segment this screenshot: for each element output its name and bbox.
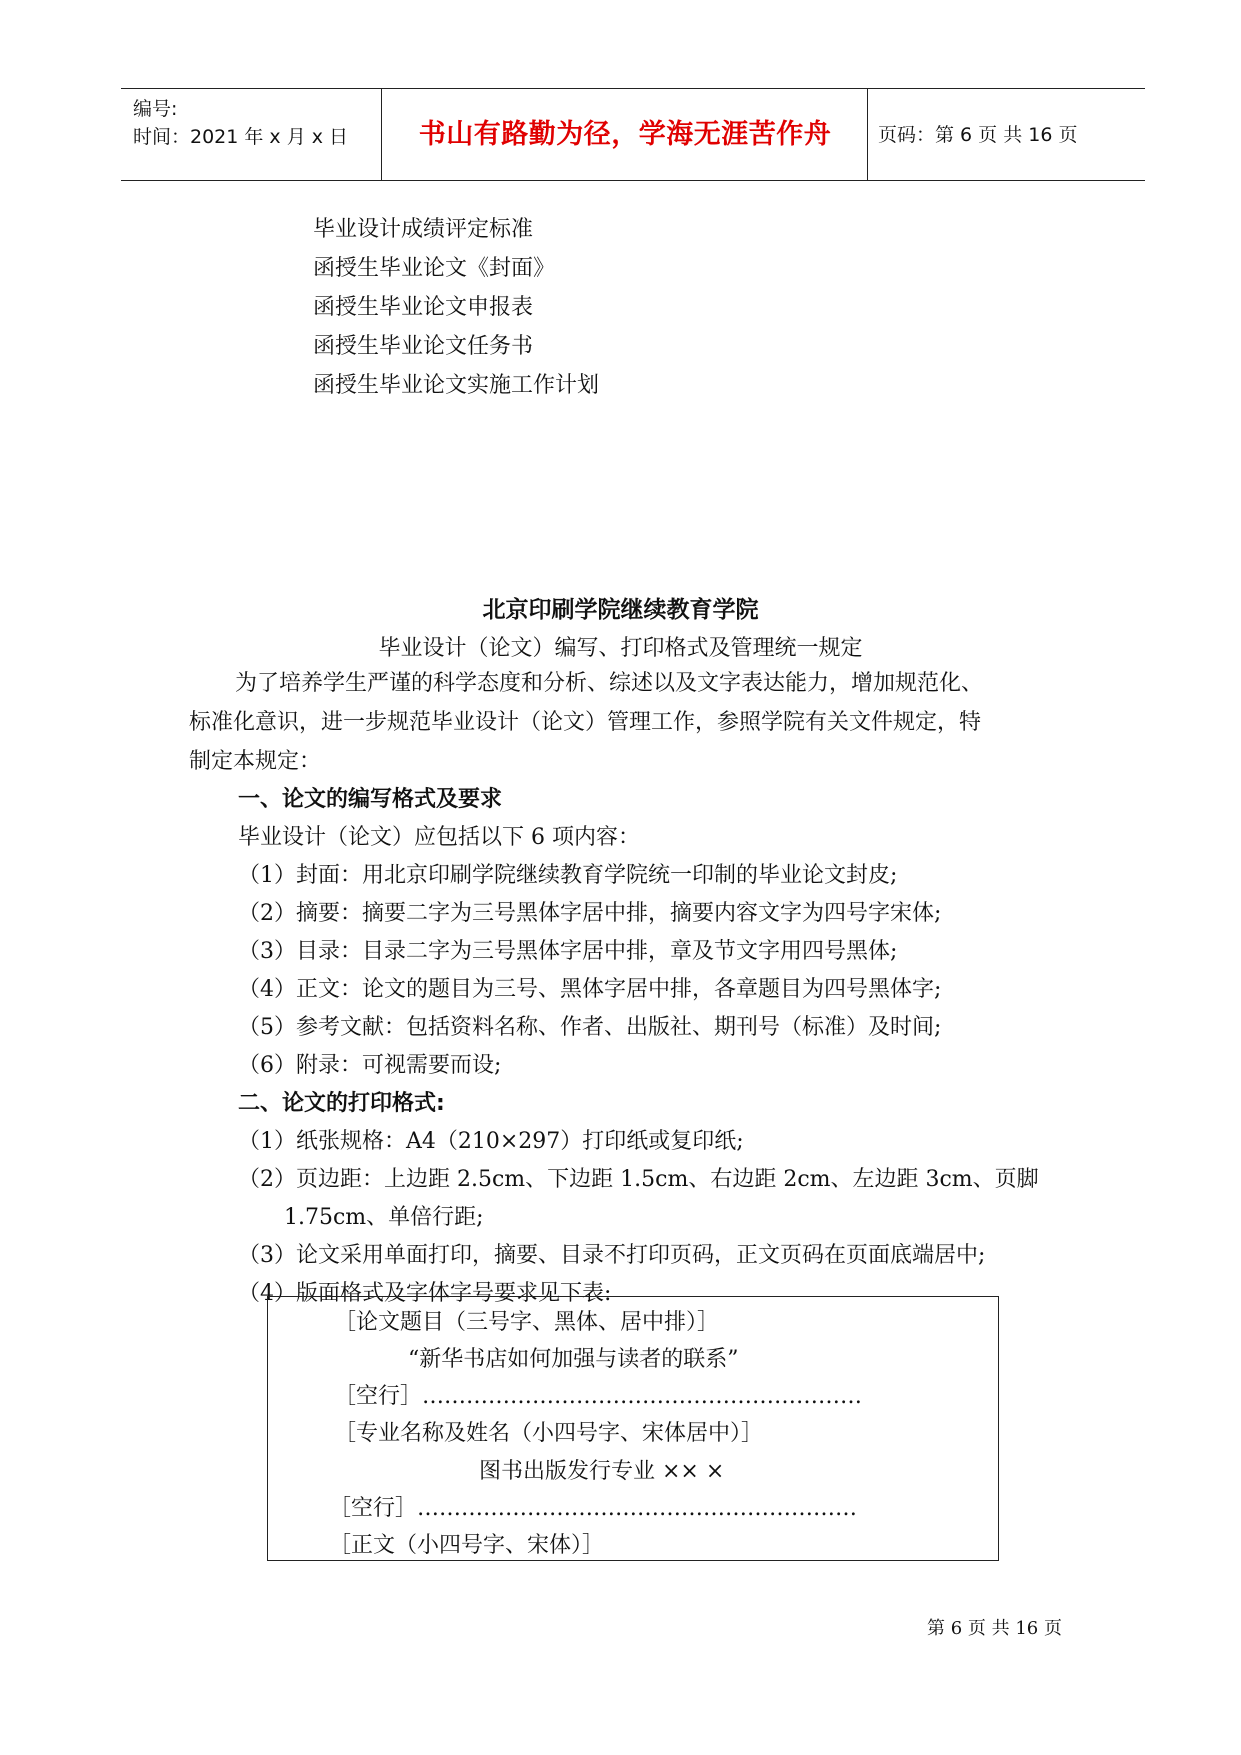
- sample-line: “新华书店如何加强与读者的联系”: [408, 1347, 739, 1372]
- section2-item: （1）纸张规格：A4（210×297）打印纸或复印纸;: [238, 1129, 744, 1154]
- sample-line: ［空行］……………………………………………………: [334, 1384, 863, 1409]
- section2-heading: 二、论文的打印格式:: [238, 1091, 445, 1116]
- intro-line: 制定本规定：: [189, 749, 322, 774]
- toc-item: 函授生毕业论文《封面》: [313, 256, 556, 281]
- toc-item: 毕业设计成绩评定标准: [313, 217, 534, 242]
- header-info: [133, 95, 348, 151]
- section1-item: （1）封面：用北京印刷学院继续教育学院统一印制的毕业论文封皮;: [238, 863, 898, 888]
- section1-heading: 一、论文的编写格式及要求: [238, 787, 503, 812]
- doc-title: 北京印刷学院继续教育学院: [482, 597, 759, 623]
- section1-item: （3）目录：目录二字为三号黑体字居中排，章及节文字用四号黑体;: [238, 939, 898, 964]
- header-divider: [381, 89, 382, 180]
- section2-item: （2）页边距：上边距 2.5cm、下边距 1.5cm、右边距 2cm、左边距 3cm、页脚: [238, 1167, 1039, 1192]
- header-page-number: 页码：第 6 页 共 16 页: [878, 124, 1078, 146]
- section1-item: （5）参考文献：包括资料名称、作者、出版社、期刊号（标准）及时间;: [238, 1015, 942, 1040]
- toc-item: 函授生毕业论文实施工作计划: [313, 373, 600, 398]
- section1-lead: 毕业设计（论文）应包括以下 6 项内容：: [238, 825, 640, 850]
- intro-line: 为了培养学生严谨的科学态度和分析、综述以及文字表达能力，增加规范化、: [235, 671, 984, 696]
- sample-line: 图书出版发行专业 ×× ×: [479, 1459, 725, 1484]
- section1-item: （2）摘要：摘要二字为三号黑体字居中排，摘要内容文字为四号字宋体;: [238, 901, 942, 926]
- page-footer: 第 6 页 共 16 页: [927, 1618, 1062, 1639]
- header-divider: [867, 89, 868, 180]
- section2-item: （3）论文采用单面打印，摘要、目录不打印页码，正文页码在页面底端居中;: [238, 1243, 986, 1268]
- section2-item: （4）版面格式及字体字号要求见下表:: [238, 1281, 612, 1306]
- toc-item: 函授生毕业论文任务书: [313, 334, 534, 359]
- page-header: [121, 88, 1145, 181]
- toc-item: 函授生毕业论文申报表: [313, 295, 534, 320]
- intro-line: 标准化意识，进一步规范毕业设计（论文）管理工作，参照学院有关文件规定，特: [189, 710, 982, 735]
- section1-item: （6）附录：可视需要而设;: [238, 1053, 502, 1078]
- sample-line: ［正文（小四号字、宋体）］: [329, 1533, 605, 1558]
- doc-subtitle: 毕业设计（论文）编写、打印格式及管理统一规定: [378, 636, 863, 661]
- header-motto: 书山有路勤为径，学海无涯苦作舟: [418, 119, 832, 150]
- sample-line: ［专业名称及姓名（小四号字、宋体居中）］: [334, 1421, 764, 1446]
- sample-line: ［空行］……………………………………………………: [329, 1496, 858, 1521]
- section1-item: （4）正文：论文的题目为三号、黑体字居中排，各章题目为四号黑体字;: [238, 977, 942, 1002]
- sample-line: ［论文题目（三号字、黑体、居中排）］: [334, 1310, 720, 1335]
- time-label: 时间：2021 年 x 月 x 日: [133, 126, 349, 148]
- number-label: 编号:: [133, 98, 178, 120]
- section2-item-continued: 1.75cm、单倍行距;: [284, 1205, 484, 1230]
